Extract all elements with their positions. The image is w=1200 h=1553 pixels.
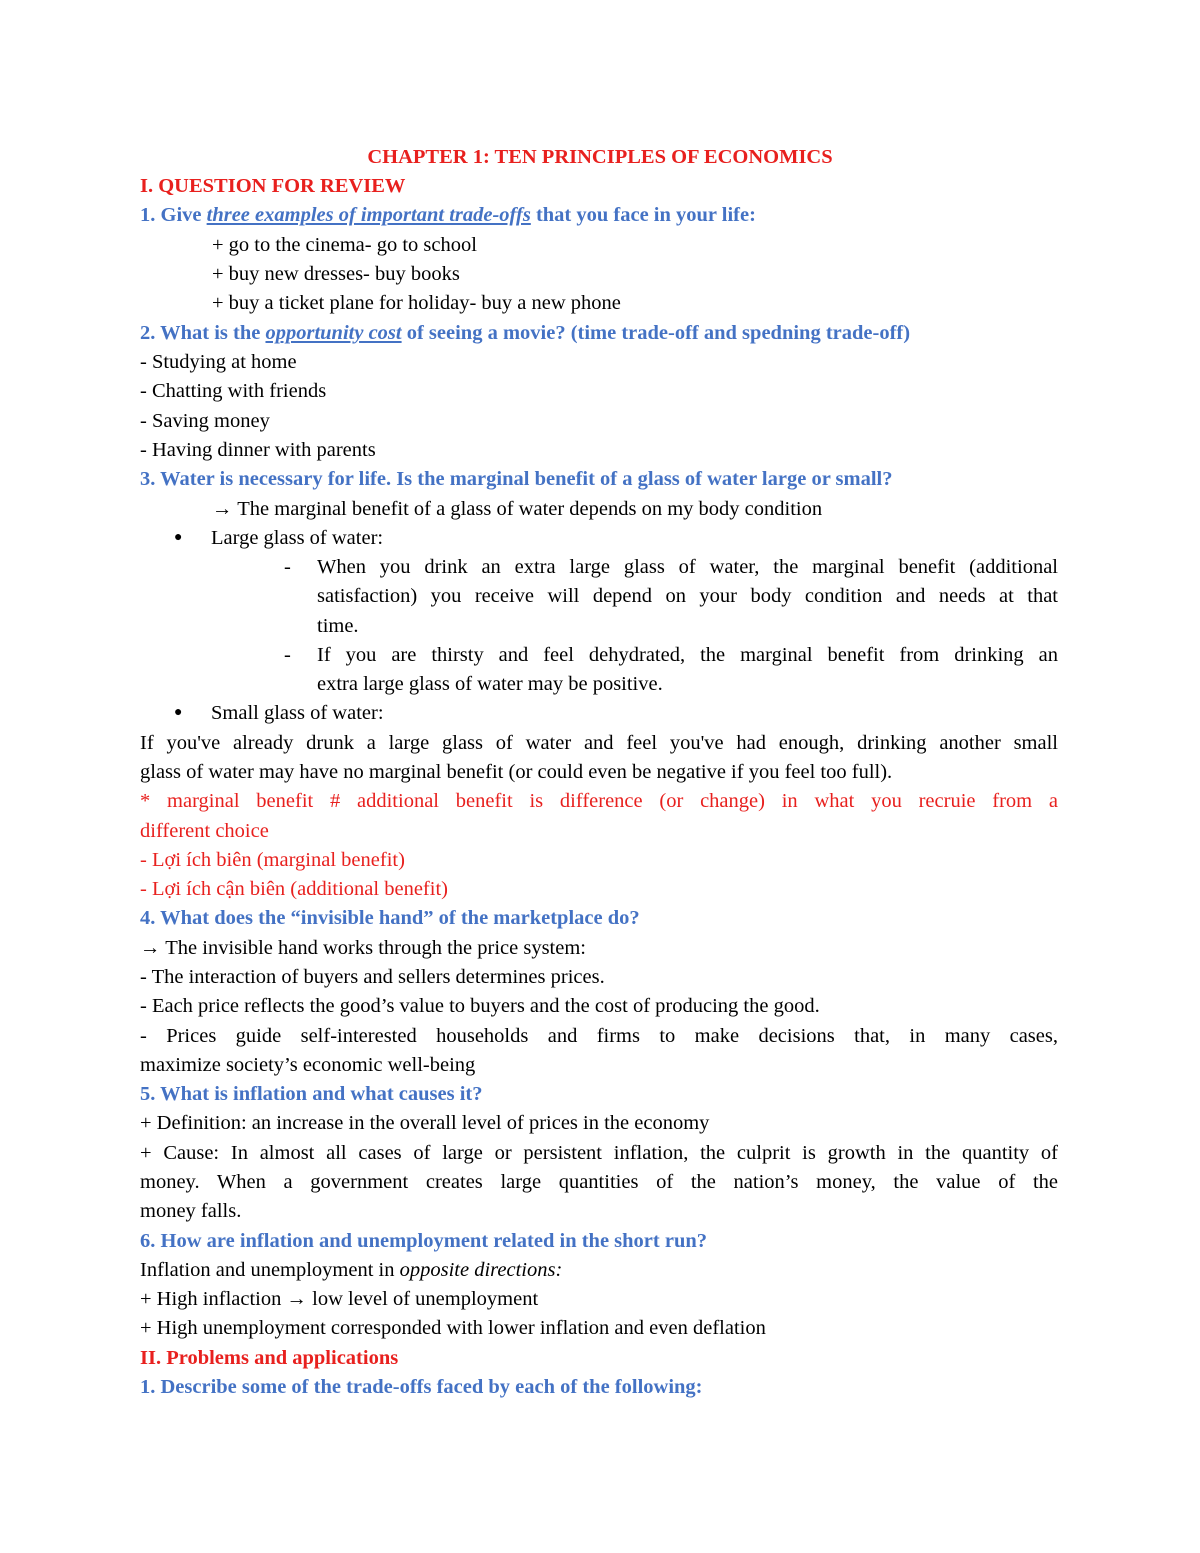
q5-line: + Definition: an increase in the overall level of prices in the economy: [140, 1112, 710, 1134]
dash-marker: -: [284, 556, 291, 578]
q3-small-line1: If you've already drunk a large glass of water and feel you've had enough, drinking another small: [140, 732, 1058, 754]
problem-1: 1. Describe some of the trade-offs faced by each of the following:: [140, 1376, 703, 1398]
q3-note-line3: - Lợi ích biên (marginal benefit): [140, 849, 405, 871]
question-4: 4. What does the “invisible hand” of the marketplace do?: [140, 907, 640, 929]
q6-line: + High inflaction → low level of unemployment: [140, 1288, 539, 1310]
bullet-icon: ●: [174, 705, 183, 720]
q3-dash1-line2: satisfaction) you receive will depend on your body condition and needs at that: [317, 585, 1058, 607]
question-5: 5. What is inflation and what causes it?: [140, 1083, 483, 1105]
chapter-title: CHAPTER 1: TEN PRINCIPLES OF ECONOMICS: [367, 146, 833, 168]
q4-line: maximize society’s economic well-being: [140, 1054, 476, 1076]
q1-answer: + buy a ticket plane for holiday- buy a new phone: [212, 292, 621, 314]
q3-bullet-small: Small glass of water:: [211, 702, 384, 724]
section-heading-review: I. QUESTION FOR REVIEW: [140, 175, 406, 197]
q1-answer: + buy new dresses- buy books: [212, 263, 460, 285]
question-2: 2. What is the opportunity cost of seeing a movie? (time trade-off and spedning trade-off): [140, 322, 911, 344]
q2-answer: - Saving money: [140, 410, 270, 432]
q3-note-line1: * marginal benefit # additional benefit is difference (or change) in what you recruie from a: [140, 790, 1058, 812]
q2-answer: - Chatting with friends: [140, 380, 327, 402]
q4-line: - Each price reflects the good’s value to buyers and the cost of producing the good.: [140, 995, 820, 1017]
q1-answer: + go to the cinema- go to school: [212, 234, 477, 256]
q3-note-line4: - Lợi ích cận biên (additional benefit): [140, 878, 448, 900]
q3-dash2-line1: If you are thirsty and feel dehydrated, the marginal benefit from drinking an: [317, 644, 1058, 666]
section-heading-problems: II. Problems and applications: [140, 1347, 399, 1369]
bullet-icon: ●: [174, 530, 183, 545]
q6-line: Inflation and unemployment in opposite directions:: [140, 1259, 563, 1281]
q2-answer: - Studying at home: [140, 351, 297, 373]
q6-line: + High unemployment corresponded with lower inflation and even deflation: [140, 1317, 766, 1339]
q4-line: → The invisible hand works through the price system:: [140, 937, 586, 959]
question-2-emphasis: opportunity cost: [265, 322, 402, 344]
q5-line: money. When a government creates large quantities of the nation’s money, the value of the: [140, 1171, 1058, 1193]
q4-line: - The interaction of buyers and sellers determines prices.: [140, 966, 605, 988]
question-6: 6. How are inflation and unemployment related in the short run?: [140, 1230, 708, 1252]
q3-dash2-line2: extra large glass of water may be positive.: [317, 673, 663, 695]
q3-bullet-large: Large glass of water:: [211, 527, 384, 549]
question-1-emphasis: three examples of important trade-offs: [206, 204, 531, 226]
q5-line: + Cause: In almost all cases of large or persistent inflation, the culprit is growth in the quantity of: [140, 1142, 1058, 1164]
question-3: 3. Water is necessary for life. Is the marginal benefit of a glass of water large or small?: [140, 468, 893, 490]
question-1: 1. Give three examples of important trade-offs that you face in your life:: [140, 204, 756, 226]
q3-small-line2: glass of water may have no marginal benefit (or could even be negative if you feel too full).: [140, 761, 893, 783]
q4-line: - Prices guide self-interested households and firms to make decisions that, in many cases,: [140, 1025, 1058, 1047]
q3-dash1-line1: When you drink an extra large glass of water, the marginal benefit (additional: [317, 556, 1058, 578]
q2-answer: - Having dinner with parents: [140, 439, 376, 461]
q3-arrow-line: → The marginal benefit of a glass of water depends on my body condition: [212, 498, 823, 520]
q3-note-line2: different choice: [140, 820, 269, 842]
q5-line: money falls.: [140, 1200, 242, 1222]
q3-dash1-line3: time.: [317, 615, 359, 637]
dash-marker: -: [284, 644, 291, 666]
